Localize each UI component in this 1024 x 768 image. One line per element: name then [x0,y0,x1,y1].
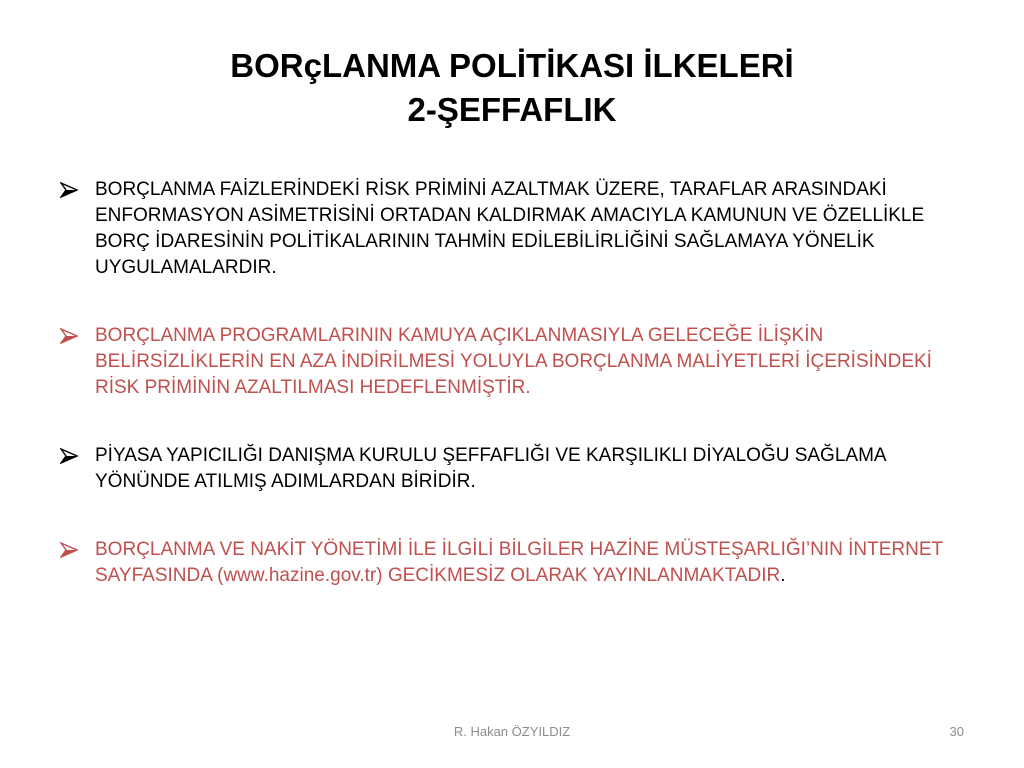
title-line-1: BORçLANMA POLİTİKASI İLKELERİ [230,47,794,84]
bullet-text: BORÇLANMA VE NAKİT YÖNETİMİ İLE İLGİLİ BİLGİLER HAZİNE MÜSTEŞARLIĞI’NIN İNTERNET SAYFASINDA (www.hazine.gov.tr) GECİKMESİZ OLARAK YAYINLANMAKTADIR [95,539,943,586]
bullet-text: PİYASA YAPICILIĞI DANIŞMA KURULU ŞEFFAFLIĞI VE KARŞILIKLI DİYALOĞU SAĞLAMA YÖNÜNDE ATILMIŞ ADIMLARDAN BİRİDİR. [95,445,886,492]
bullet-text: BORÇLANMA FAİZLERİNDEKİ RİSK PRİMİNİ AZALTMAK ÜZERE, TARAFLAR ARASINDAKİ ENFORMASYON ASİMETRİSİNİ ORTADAN KALDIRMAK AMACIYLA KAMUNUN VE ÖZELLİKLE BORÇ İDARESİNİN POLİTİKALARININ TAHMİN EDİLEBİLİRLİĞİNİ SAĞLAMAYA YÖNELİK UYGULAMALARDIR. [95,179,925,278]
bullet-list [60,177,970,631]
title-line-2: 2-ŞEFFAFLIK [407,91,617,128]
slide-title [60,44,964,132]
arrowhead-bullet-icon [60,537,82,563]
arrowhead-bullet-icon [60,323,82,349]
arrowhead-bullet-icon [60,443,82,469]
bullet-tail-period: . [780,565,786,586]
bullet-item [60,177,970,281]
arrowhead-bullet-icon [60,177,82,203]
bullet-text: BORÇLANMA PROGRAMLARININ KAMUYA AÇIKLANMASIYLA GELECEĞE İLİŞKİN BELİRSİZLİKLERİN EN AZA İNDİRİLMESİ YOLUYLA BORÇLANMA MALİYETLERİ İÇERİSİNDEKİ RİSK PRİMİNİN AZALTILMASI HEDEFLENMİŞTİR. [95,325,932,398]
bullet-item [60,443,970,495]
bullet-item [60,537,970,589]
bullet-item [60,323,970,401]
footer-author: R. Hakan ÖZYILDIZ [453,724,571,739]
slide-page-number: 30 [949,724,964,739]
